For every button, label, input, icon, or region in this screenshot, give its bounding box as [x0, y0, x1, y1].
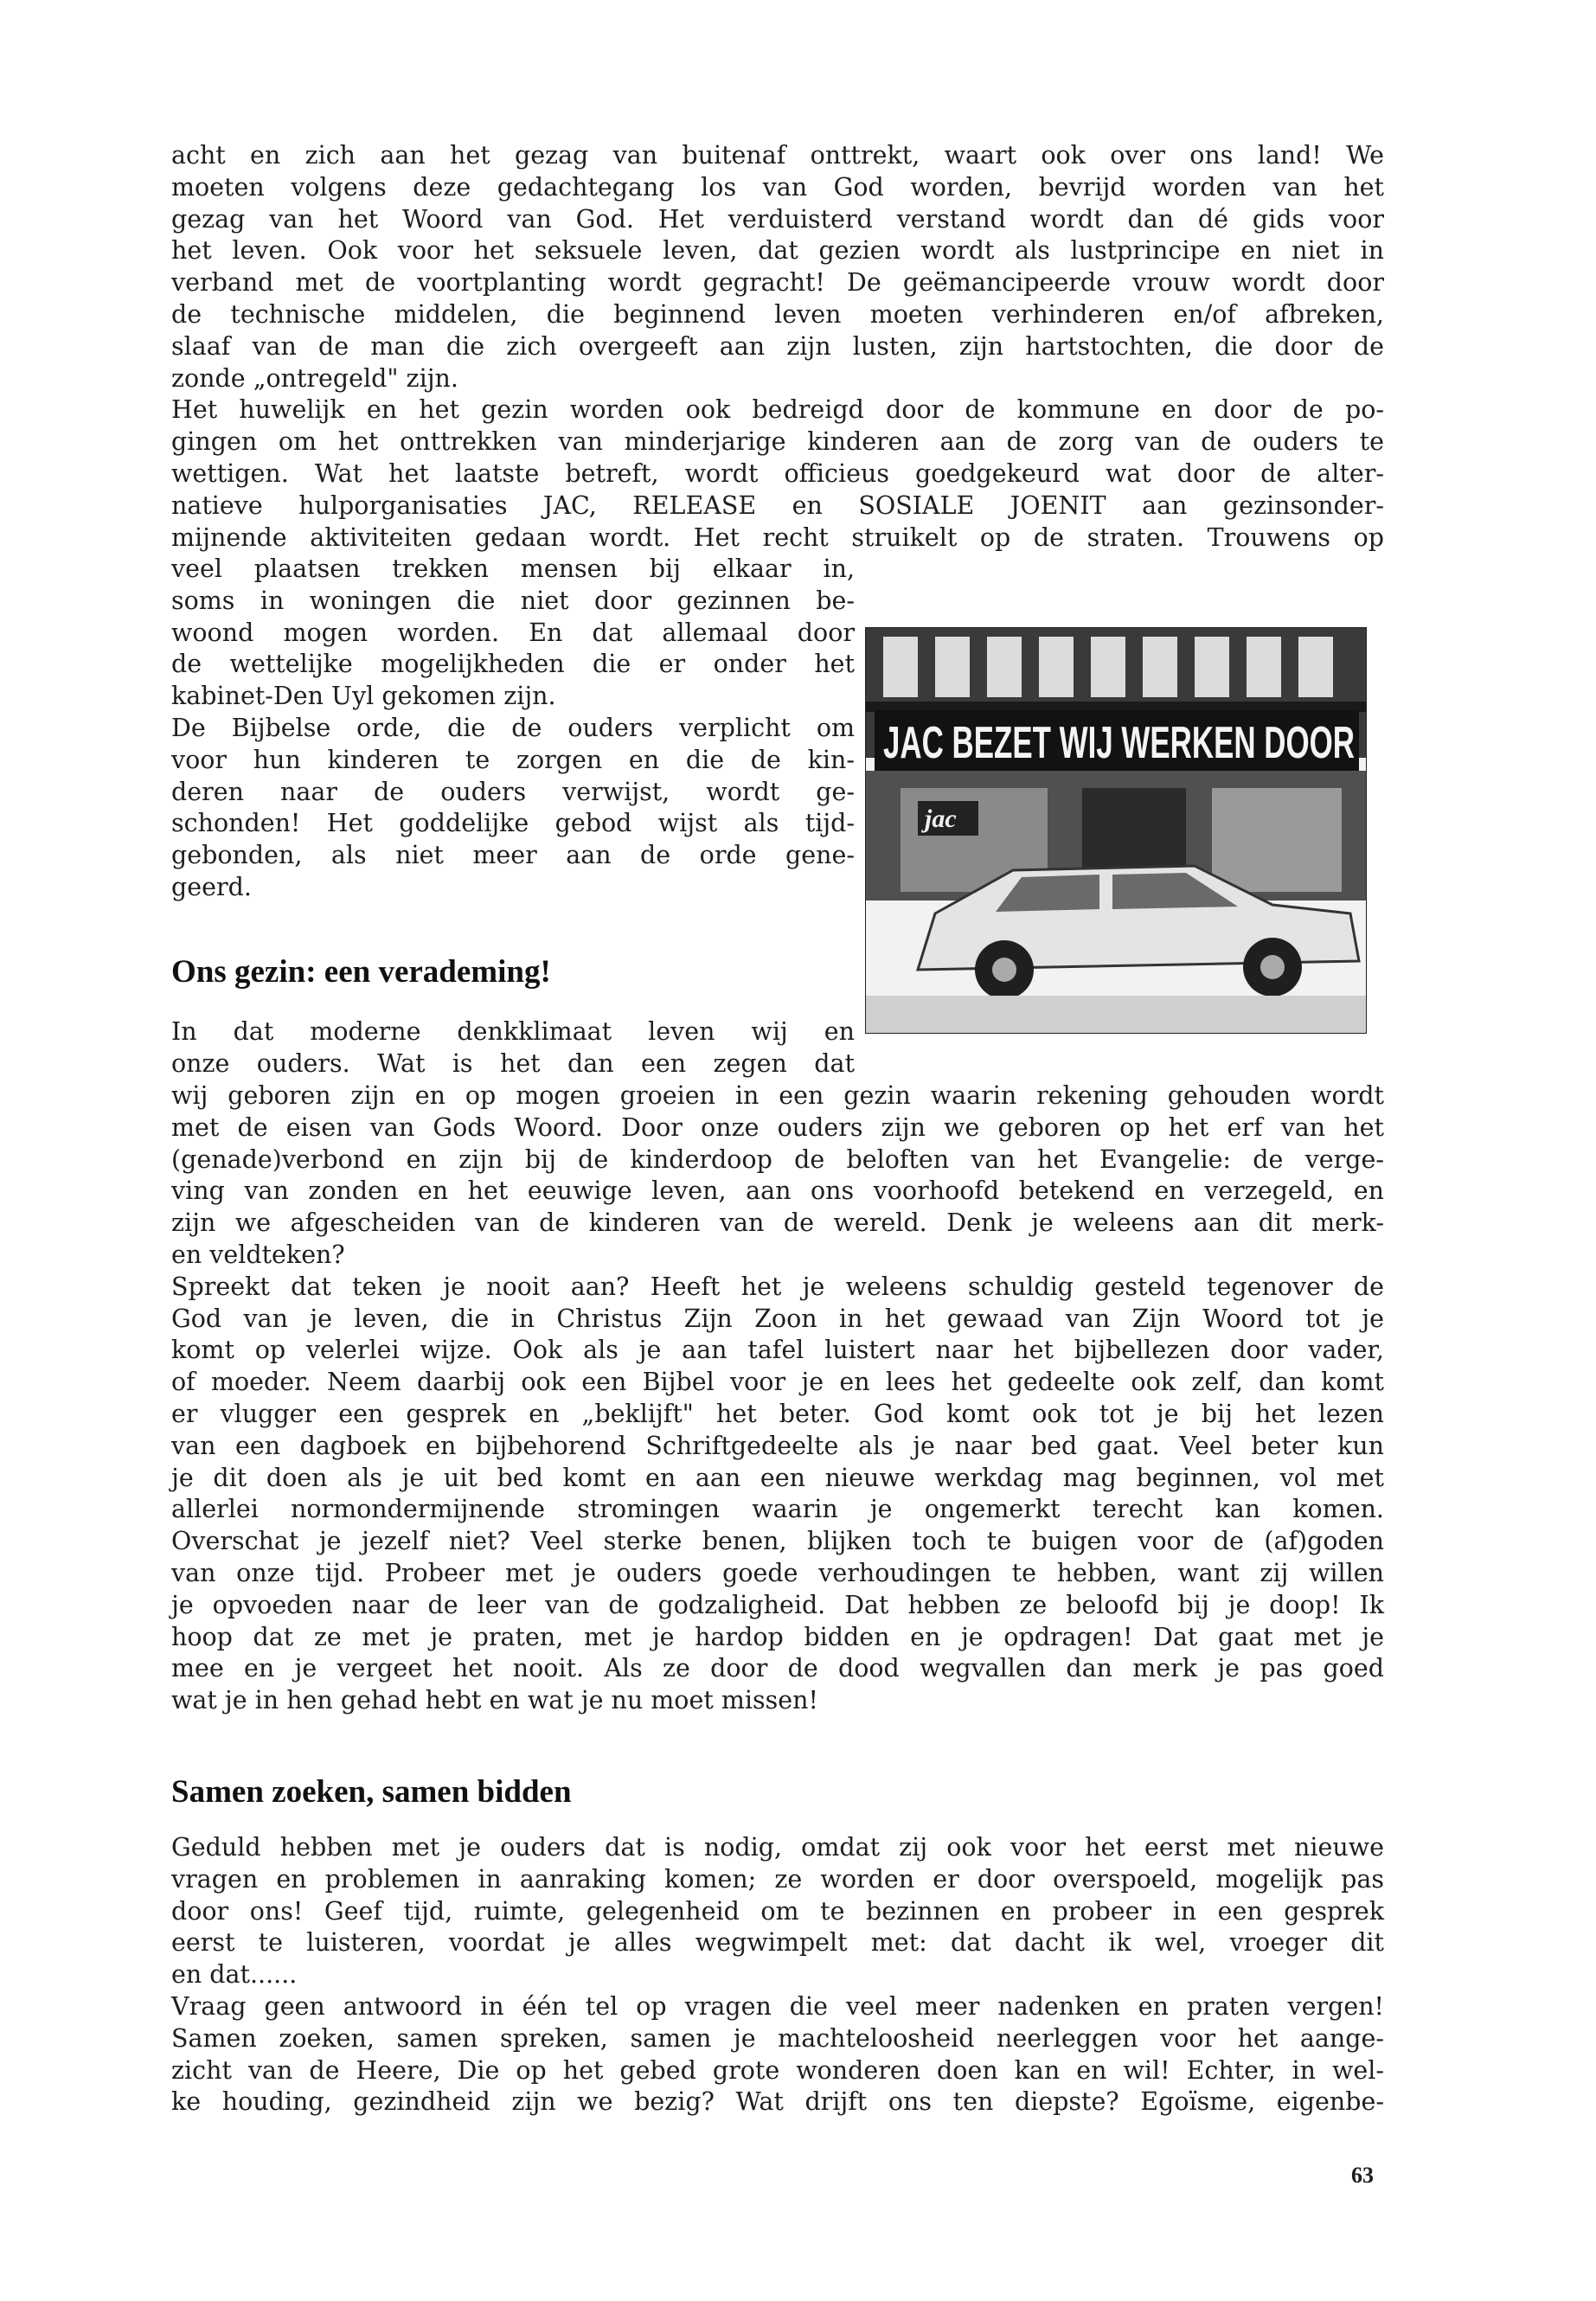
paragraph-1-narrow	[171, 554, 855, 904]
text-line: slaaf van de man die zich overgeeft aan zijn lusten, zijn hartstochten, die door de	[171, 331, 1384, 361]
text-line: wat je in hen gehad hebt en wat je nu moet missen!	[171, 1686, 818, 1715]
text-line: gezag van het Woord van God. Het verduisterd verstand wordt dan dé gids voor	[171, 204, 1384, 234]
text-line: verband met de voortplanting wordt gegracht! De geëmancipeerde vrouw wordt door	[171, 268, 1384, 298]
text-line: wij geboren zijn en op mogen groeien in een gezin waarin rekening gehouden wordt	[171, 1081, 1384, 1110]
text-line: schonden! Het goddelijke gebod wijst als tijd-	[171, 809, 855, 838]
page-number: 63	[1351, 2163, 1374, 2188]
text-line: In dat moderne denkklimaat leven wij en	[171, 1017, 855, 1046]
heading-ons-gezin: Ons gezin: een verademing!	[171, 954, 551, 990]
text-line: Vraag geen antwoord in één tel op vragen die veel meer nadenken en praten vergen!	[171, 1991, 1384, 2021]
text-line: zijn we afgescheiden van de kinderen van de wereld. Denk je weleens aan dit merk-	[171, 1208, 1384, 1238]
text-line: zicht van de Heere, Die op het gebed grote wonderen doen kan en wil! Echter, in wel-	[171, 2055, 1384, 2085]
text-line: mijnende aktiviteiten gedaan wordt. Het recht struikelt op de straten. Trouwens op	[171, 522, 1384, 552]
text-line: ke houding, gezindheid zijn we bezig? Wat drijft ons ten diepste? Egoïsme, eigenbe-	[171, 2087, 1384, 2117]
photo-illustration	[866, 628, 1366, 1033]
text-line: mee en je vergeet het nooit. Als ze door de dood wegvallen dan merk je pas goed	[171, 1654, 1384, 1683]
text-line: en dat......	[171, 1960, 298, 1990]
text-line: komt op velerlei wijze. Ook als je aan tafel luistert naar het bijbellezen door vader,	[171, 1336, 1384, 1365]
text-line: Samen zoeken, samen spreken, samen je machteloosheid neerleggen voor het aange-	[171, 2023, 1384, 2053]
text-line: je opvoeden naar de leer van de godzaligheid. Dat hebben ze beloofd bij je doop! Ik	[171, 1590, 1384, 1619]
text-line: door ons! Geef tijd, ruimte, gelegenheid om te bezinnen en probeer in een gesprek	[171, 1896, 1384, 1926]
text-line: het leven. Ook voor het seksuele leven, dat gezien wordt als lustprincipe en niet in	[171, 236, 1384, 266]
text-line: en veldteken?	[171, 1240, 345, 1269]
text-line: eerst te luisteren, voordat je alles wegwimpelt met: dat dacht ik wel, vroeger dit	[171, 1928, 1384, 1958]
text-line: je dit doen als je uit bed komt en aan een nieuwe werkdag mag beginnen, vol met	[171, 1463, 1384, 1492]
text-line: wettigen. Wat het laatste betreft, wordt officieus goedgekeurd wat door de alter-	[171, 458, 1384, 488]
text-line: gebonden, als niet meer aan de orde gene-	[171, 841, 855, 870]
heading-samen-zoeken: Samen zoeken, samen bidden	[171, 1774, 572, 1810]
paragraph-2-narrow	[171, 1016, 855, 1080]
text-line: deren naar de ouders verwijst, wordt ge-	[171, 777, 855, 806]
text-line: woond mogen worden. En dat allemaal door	[171, 618, 855, 647]
text-line: acht en zich aan het gezag van buitenaf onttrekt, waart ook over ons land! We	[171, 141, 1384, 170]
text-line: De Bijbelse orde, die de ouders verplicht om	[171, 713, 855, 742]
text-line: de wettelijke mogelijkheden die er onder het	[171, 650, 855, 679]
text-line: kabinet-Den Uyl gekomen zijn.	[171, 682, 556, 711]
text-line: zonde „ontregeld" zijn.	[171, 363, 458, 393]
text-line: hoop dat ze met je praten, met je hardop bidden en je opdragen! Dat gaat met je	[171, 1622, 1384, 1651]
text-line: natieve hulporganisaties JAC, RELEASE en SOSIALE JOENIT aan gezinsonder-	[171, 490, 1384, 520]
photo-banner-text: JAC BEZET WIJ WERKEN DOOR	[883, 718, 1355, 768]
text-line: Spreekt dat teken je nooit aan? Heeft het je weleens schuldig gesteld tegenover de	[171, 1272, 1384, 1301]
text-line: de technische middelen, die beginnend leven moeten verhinderen en/of afbreken,	[171, 299, 1384, 329]
text-line: gingen om het onttrekken van minderjarige kinderen aan de zorg van de ouders te	[171, 427, 1384, 457]
text-line: God van je leven, die in Christus Zijn Zoon in het gewaad van Zijn Woord tot je	[171, 1304, 1384, 1333]
text-line: soms in woningen die niet door gezinnen be-	[171, 586, 855, 615]
photo-jac-building	[865, 627, 1367, 1034]
text-line: ving van zonden en het eeuwige leven, aan ons voorhoofd betekend en verzegeld, en	[171, 1176, 1384, 1206]
text-line: van onze tijd. Probeer met je ouders goede verhoudingen te hebben, want zij willen	[171, 1558, 1384, 1587]
text-line: van een dagboek en bijbehorend Schriftgedeelte als je naar bed gaat. Veel beter kun	[171, 1431, 1384, 1460]
paragraph-1	[171, 140, 1384, 554]
text-line: of moeder. Neem daarbij ook een Bijbel voor je en lees het gedeelte ook zelf, dan komt	[171, 1368, 1384, 1397]
text-line: vragen en problemen in aanraking komen; ze worden er door overspoeld, mogelijk pas	[171, 1864, 1384, 1894]
text-line: (genade)verbond en zijn bij de kinderdoop de beloften van het Evangelie: de verge-	[171, 1144, 1384, 1174]
text-line: Geduld hebben met je ouders dat is nodig, omdat zij ook voor het eerst met nieuwe	[171, 1833, 1384, 1862]
paragraph-2	[171, 1080, 1384, 1717]
text-line: Het huwelijk en het gezin worden ook bedreigd door de kommune en door de po-	[171, 395, 1384, 425]
text-line: moeten volgens deze gedachtegang los van God worden, bevrijd worden van het	[171, 172, 1384, 202]
text-line: geerd.	[171, 872, 252, 901]
text-line: voor hun kinderen te zorgen en die de kin-	[171, 745, 855, 774]
photo-sign-text: jac	[925, 804, 957, 833]
text-line: allerlei normondermijnende stromingen waarin je ongemerkt terecht kan komen.	[171, 1495, 1384, 1524]
text-line: onze ouders. Wat is het dan een zegen dat	[171, 1048, 855, 1078]
text-line: veel plaatsen trekken mensen bij elkaar in,	[171, 554, 855, 583]
text-line: er vlugger een gesprek en „beklijft" het beter. God komt ook tot je bij het lezen	[171, 1399, 1384, 1428]
text-line: Overschat je jezelf niet? Veel sterke benen, blijken toch te buigen voor de (af)goden	[171, 1527, 1384, 1556]
paragraph-3	[171, 1832, 1384, 2118]
text-line: met de eisen van Gods Woord. Door onze ouders zijn we geboren op het erf van het	[171, 1112, 1384, 1142]
